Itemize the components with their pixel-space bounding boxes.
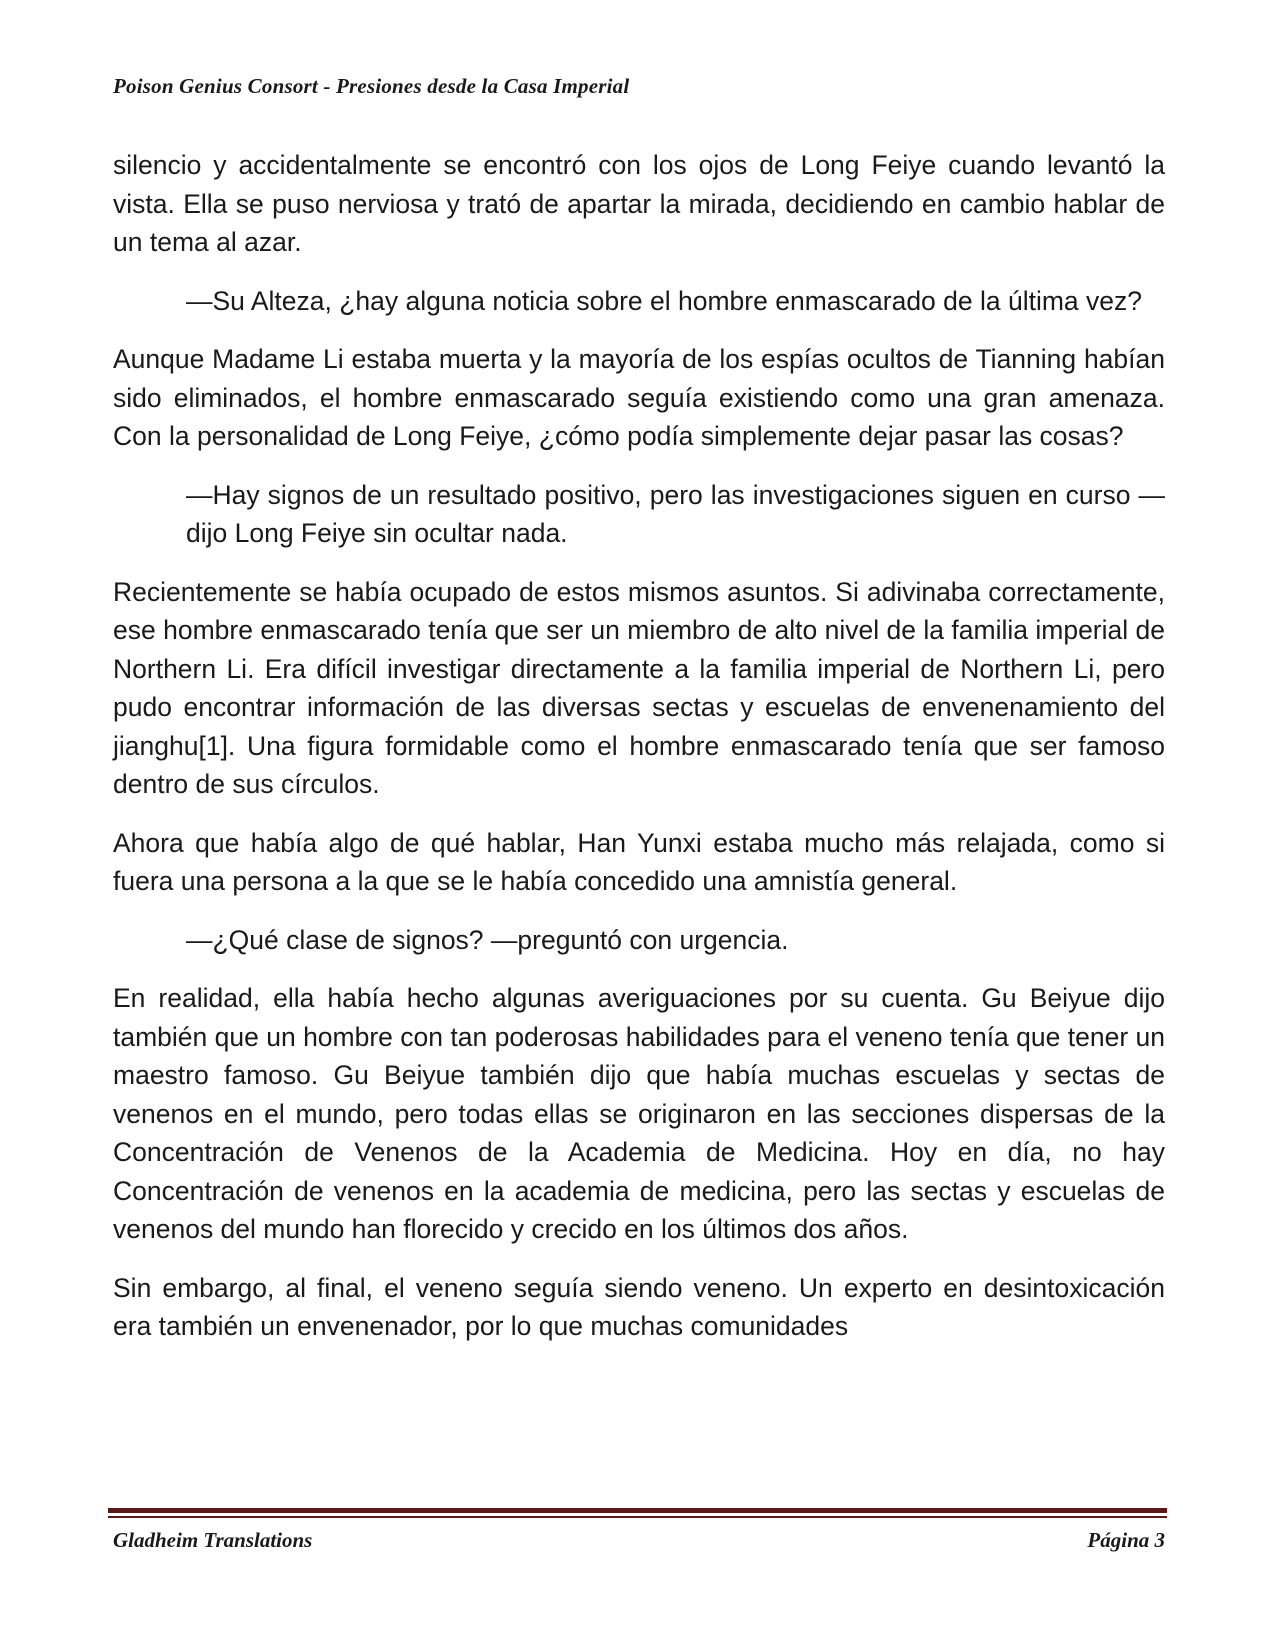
footer-divider-thin: [108, 1516, 1167, 1518]
paragraph: En realidad, ella había hecho algunas averiguaciones por su cuenta. Gu Beiyue dijo también que un hombre con tan poderosas habilidades para el veneno tenía que tener un maestro famoso. Gu Beiyue también dijo que había muchas escuelas y sectas de venenos en el mundo, pero todas ellas se originaron en las secciones dispersas de la Concentración de Venenos de la Academia de Medicina. Hoy en día, no hay Concentración de venenos en la academia de medicina, pero las sectas y escuelas de venenos del mundo han florecido y crecido en los últimos dos años.: [113, 983, 1165, 1244]
footer-divider-thick: [108, 1508, 1167, 1513]
dialog-paragraph: —Hay signos de un resultado positivo, pero las investigaciones siguen en curso —dijo Long Feiye sin ocultar nada.: [186, 479, 1165, 548]
paragraph: Recientemente se había ocupado de estos mismos asuntos. Si adivinaba correctamente, ese hombre enmascarado tenía que ser un miembro de alto nivel de la familia imperial de Northern Li. Era difícil investigar directamente a la familia imperial de Northern Li, pero pudo encontrar información de las diversas sectas y escuelas de envenenamiento del jianghu[1]. Una figura formidable como el hombre enmascarado tenía que ser famoso dentro de sus círculos.: [113, 576, 1165, 799]
footer-publisher: Gladheim Translations: [113, 1528, 313, 1552]
paragraph: Ahora que había algo de qué hablar, Han Yunxi estaba mucho más relajada, como si fuera una persona a la que se le había concedido una amnistía general.: [113, 827, 1165, 896]
paragraph: Sin embargo, al final, el veneno seguía siendo veneno. Un experto en desintoxicación era también un envenenador, por lo que muchas comunidades: [113, 1272, 1165, 1341]
paragraph: silencio y accidentalmente se encontró con los ojos de Long Feiye cuando levantó la vista. Ella se puso nerviosa y trató de apartar la mirada, decidiendo en cambio hablar de un tema al azar.: [113, 150, 1165, 257]
dialog-paragraph: —¿Qué clase de signos? —preguntó con urgencia.: [186, 924, 789, 955]
page-header-title: Poison Genius Consort - Presiones desde la Casa Imperial: [113, 74, 630, 98]
paragraph: Aunque Madame Li estaba muerta y la mayoría de los espías ocultos de Tianning habían sido eliminados, el hombre enmascarado seguía existiendo como una gran amenaza. Con la personalidad de Long Feiye, ¿cómo podía simplemente dejar pasar las cosas?: [113, 344, 1165, 451]
footer-page-number: Página 3: [1087, 1528, 1165, 1552]
body-text: [113, 146, 1165, 1366]
dialog-paragraph: —Su Alteza, ¿hay alguna noticia sobre el hombre enmascarado de la última vez?: [186, 285, 1143, 316]
